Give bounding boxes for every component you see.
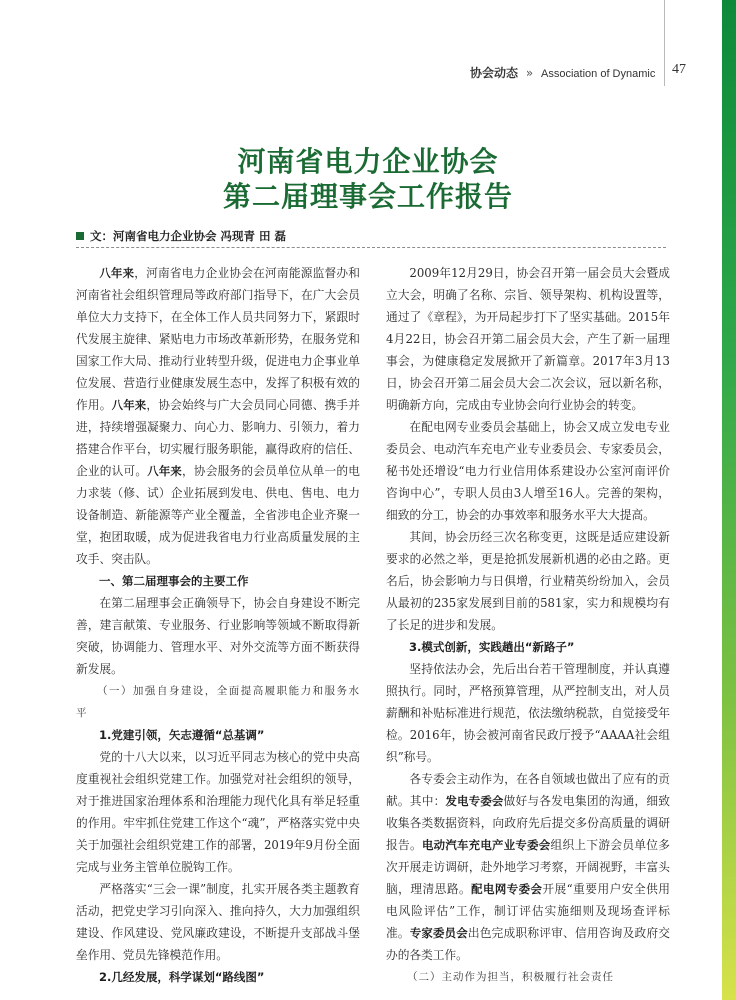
paragraph: 坚持依法办会，先后出台若干管理制度，并认真遵照执行。同时，严格预算管理，从严控制支出，对人员薪酬和补贴标准进行规范，依法缴纳税款，自觉接受年检。2016年，协会被河南省民政厅授予“AAAA社会组织”称号。 [386, 662, 670, 764]
text-run: 组织上下游会员单位多次开展走访调研，赴外地学习考察，开阔视野，丰富头脑，理清思路。 [386, 838, 670, 896]
subsection-heading: （一）加强自身建设，全面提高履职能力和服务水平 [76, 685, 360, 719]
square-bullet-icon [76, 232, 84, 240]
header-divider [664, 0, 665, 86]
byline [76, 228, 286, 244]
paragraph: 严格落实“三会一课”制度，扎实开展各类主题教育活动，把党史学习引向深入、推向持久，大力加强组织建设、作风建设、党风廉政建设，不断提升支部战斗堡垒作用、党员先锋模范作用。 [76, 882, 360, 962]
emphasis: 配电网专委会 [471, 882, 543, 896]
emphasis: 八年来 [111, 398, 147, 412]
paragraph: 2009年12月29日，协会召开第一届会员大会暨成立大会，明确了名称、宗旨、领导架构、机构设置等，通过了《章程》，为开局起步打下了坚实基础。2015年4月22日，协会召开第二届会员大会，产生了新一届理事会，为健康稳定发展掀开了新篇章。2017年3月13日，协会召开第二届会员大会二次会议，冠以新名称，明确新方向，完成由专业协会向行业协会的转变。 [386, 266, 670, 412]
subsection-heading: 1.党建引领，矢志遵循“总基调” [99, 728, 265, 742]
text-run: ，河南省电力企业协会在河南能源监督办和河南省社会组织管理局等政府部门指导下，在广大会员单位大力支持下，在全体工作人员共同努力下，紧跟时代发展主旋律、紧贴电力市场改革新形势，在服务党和国家工作大局、推动行业转型升级，促进电力企事业单位发展、营造行业健康发展生态中，发挥了积极有效的作用。 [76, 266, 360, 412]
page-title-line-2: 第二届理事会工作报告 [222, 180, 513, 213]
byline-divider [76, 247, 666, 248]
emphasis: 电动汽车充电产业专委会 [421, 838, 551, 852]
subsection-heading: 2.几经发展，科学谋划“路线图” [99, 970, 265, 984]
text-run: 各专委会主动作为，在各自领域也做出了应有的贡献。其中： [386, 772, 670, 808]
section-name: 协会动态 [470, 66, 519, 80]
paragraph [76, 262, 360, 570]
subsection-heading: 3.模式创新，实践趟出“新路子” [409, 640, 575, 654]
text-run: ，协会服务的会员单位从单一的电力求装（修、试）企业拓展到发电、供电、售电、电力设备制造、新能源等产业全覆盖，全省涉电企业齐聚一堂，抱团取暖，成为促进我省电力行业高质量发展的主攻手、突击队。 [76, 464, 360, 566]
text-run: 出色完成职称评审、信用咨询及政府交办的各类工作。 [386, 926, 670, 962]
paragraph: 在配电网专业委员会基础上，协会又成立发电专业委员会、电动汽车充电产业专业委员会、专家委员会，秘书处还增设“电力行业信用体系建设办公室河南评价咨询中心”，专职人员由3人增至16人。完善的架构，细致的分工，协会的办事效率和服务水平大大提高。 [386, 420, 670, 522]
subsection-heading: （二）主动作为担当，积极履行社会责任 [407, 971, 614, 983]
paragraph: 在第二届理事会正确领导下，协会自身建设不断完善，建言献策、专业服务、行业影响等领域不断取得新突破，协调能力、管理水平、对外交流等方面不断获得新发展。 [76, 596, 360, 676]
emphasis: 八年来 [147, 464, 183, 478]
page-title-line-1: 河南省电力企业协会 [237, 145, 499, 178]
page-number: 47 [672, 62, 686, 77]
emphasis: 八年来 [99, 266, 135, 280]
emphasis: 专家委员会 [409, 926, 468, 940]
section-name-en: Association of Dynamic [541, 68, 656, 80]
emphasis: 发电专委会 [445, 794, 504, 808]
double-chevron-icon: » [525, 66, 534, 80]
byline-text: 文：河南省电力企业协会 冯现青 田 磊 [90, 229, 287, 243]
section-heading: 一、第二届理事会的主要工作 [99, 574, 249, 588]
paragraph [386, 768, 670, 966]
paragraph: 其间，协会历经三次名称变更，这既是适应建设新要求的必然之举，更是抢抓发展新机遇的必由之路。更名后，协会影响力与日俱增，行业精英纷纷加入，会员从最初的235家发展到目前的581家，实力和规模均有了长足的进步和发展。 [386, 530, 670, 632]
text-run: ，协会始终与广大会员同心同德、携手并进，持续增强凝聚力、向心力、影响力、引领力，着力搭建合作平台，切实履行服务职能，赢得政府的信任、企业的认可。 [76, 398, 360, 478]
left-column [76, 262, 360, 988]
text-run: 做好与各发电集团的沟通，细致收集各类数据资料，向政府先后提交多份高质量的调研报告。 [386, 794, 670, 852]
running-header [470, 64, 655, 81]
right-column [386, 262, 670, 988]
paragraph: 党的十八大以来，以习近平同志为核心的党中央高度重视社会组织党建工作。加强党对社会组织的领导，对于推进国家治理体系和治理能力现代化具有举足轻重的作用。牢牢抓住党建工作这个“魂”，严格落实党中央关于加强社会组织党建工作的部署，2019年9月份全面完成与业务主管单位脱钩工作。 [76, 750, 360, 874]
text-run: 开展“重要用户安全供用电风险评估”工作，制订评估实施细则及现场查评标准。 [386, 882, 670, 940]
